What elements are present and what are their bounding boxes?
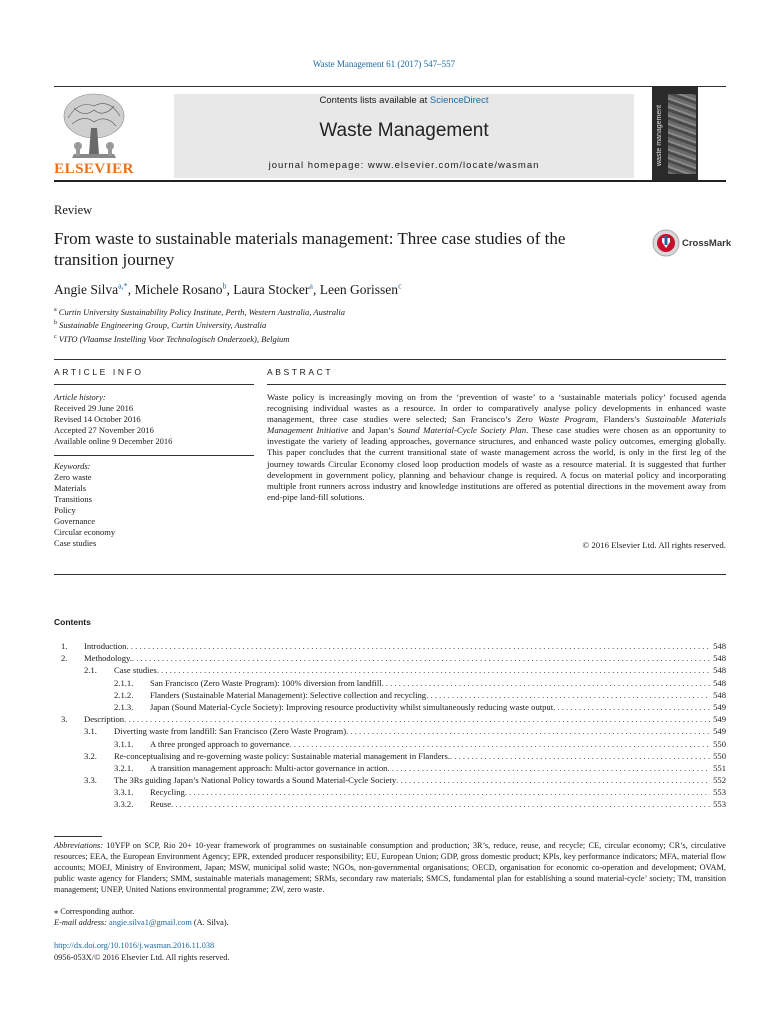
history-label: Article history: — [54, 392, 106, 402]
toc-entry-page[interactable]: 548 — [713, 689, 726, 700]
toc-entry-label[interactable]: Recycling — [150, 787, 185, 798]
toc-entry[interactable] — [54, 750, 726, 762]
toc-entry-number: 3.3. — [84, 775, 97, 786]
article-history — [54, 392, 254, 447]
author-affil-sup[interactable]: c — [398, 281, 402, 291]
cover-image — [668, 94, 696, 174]
toc-entry-page[interactable]: 550 — [713, 738, 726, 749]
toc-entry-number: 2.1.3. — [114, 701, 134, 712]
toc-entry-label[interactable]: Reuse — [150, 799, 172, 810]
keyword: Case studies — [54, 538, 97, 548]
toc-leader-dots — [396, 774, 710, 786]
toc-entry-number: 3.1. — [84, 726, 97, 737]
elsevier-logo[interactable] — [54, 88, 134, 180]
toc-entry-label[interactable]: A transition management approach: Multi-actor governance in action — [150, 762, 388, 773]
header-top-rule — [54, 86, 726, 87]
history-item: Received 29 June 2016 — [54, 403, 134, 413]
abstract-text: Waste policy is increasingly moving on from the ‘prevention of waste’ to a ‘sustainable materials policy’ focused agenda recognising individual wastes as a resource. In order to comparatively analyse policy developments in enhanced waste management, three case studies were selected; San Francisco’s Zero Waste Program, Flanders’s Sustainable Materials Management Initiative and Japan’s Sound Material-Cycle Society Plan. These case studies were chosen as an opportunity to investigate the variety of leading approaches, governance structures, and enhanced waste policy outcomes, emerging globally. This paper concludes that the current transitional state of waste management across the world, is only in the first leg of the journey towards Circular Economy closed loop production models of waste as a resource material. It is suggested that further development in government policy, planning and behaviour change is required. A focus on material policy and incorporating multiple front runners across industry and knowledge institutions are offered as potential directions in the movement away from end-pipe land-fill solutions. — [267, 392, 727, 502]
toc-entry-label[interactable]: Case studies — [114, 665, 157, 676]
toc-entry-number: 1. — [61, 641, 68, 651]
toc-entry-number: 2.1.1. — [114, 677, 134, 688]
keyword: Circular economy — [54, 527, 116, 537]
toc-entry-number: 3.2. — [84, 750, 97, 761]
table-of-contents — [54, 640, 726, 811]
author-affil-sup[interactable]: b — [222, 281, 227, 291]
toc-entry-page[interactable]: 548 — [713, 677, 726, 688]
toc-entry-page[interactable]: 551 — [713, 762, 726, 773]
toc-leader-dots — [126, 640, 710, 652]
toc-entry-label[interactable]: Diverting waste from landfill: San Francisco (Zero Waste Program) — [114, 726, 347, 737]
section-rule-top — [54, 359, 726, 360]
toc-entry-label[interactable]: Introduction — [84, 641, 127, 651]
toc-entry[interactable] — [54, 664, 726, 676]
toc-entry-number: 2. — [61, 653, 68, 664]
toc-entry-label[interactable]: Flanders (Sustainable Material Management): Selective collection and recycling — [150, 689, 427, 700]
crossmark-badge[interactable] — [652, 229, 732, 259]
toc-entry-label[interactable]: Re-conceptualising and re-governing waste policy: Sustainable material management in Flanders. — [114, 750, 451, 761]
keywords-rule — [54, 455, 254, 456]
journal-header — [54, 86, 726, 181]
citation-link[interactable]: Waste Management 61 (2017) 547–557 — [312, 59, 456, 69]
toc-entry-page[interactable]: 548 — [713, 653, 726, 664]
toc-entry[interactable] — [54, 652, 726, 664]
history-item: Accepted 27 November 2016 — [54, 425, 154, 435]
toc-leader-dots — [387, 762, 710, 774]
keywords — [54, 461, 254, 549]
elsevier-wordmark: ELSEVIER — [54, 161, 134, 177]
toc-leader-dots — [553, 701, 710, 713]
toc-entry-page[interactable]: 553 — [713, 799, 726, 810]
affiliation: $^a$ Curtin University Sustainability Policy Institute, Perth, Western Australia, Australia — [54, 306, 346, 317]
toc-entry[interactable] — [54, 725, 726, 737]
toc-entry[interactable] — [54, 640, 726, 652]
toc-entry[interactable] — [54, 689, 726, 701]
affiliation: $^c$ VITO (Vlaamse Instelling Voor Technologisch Onderzoek), Belgium — [54, 333, 290, 344]
doi-link[interactable]: http://dx.doi.org/10.1016/j.wasman.2016.11.038 — [54, 941, 215, 950]
toc-entry[interactable] — [54, 738, 726, 750]
keyword: Governance — [54, 516, 96, 526]
crossmark-label: CrossMark — [682, 238, 732, 249]
toc-entry-label[interactable]: San Francisco (Zero Waste Program): 100% diversion from landfill — [150, 677, 382, 688]
history-item: Revised 14 October 2016 — [54, 414, 141, 424]
toc-leader-dots — [426, 689, 710, 701]
toc-entry[interactable] — [54, 701, 726, 713]
keywords-label: Keywords: — [54, 461, 91, 471]
toc-leader-dots — [290, 738, 711, 750]
toc-entry-number: 3.3.1. — [114, 787, 134, 798]
keyword: Transitions — [54, 494, 92, 504]
cover-title: waste management — [656, 104, 663, 166]
email-line: E-mail address: angie.silva1@gmail.com (A. Silva). — [54, 918, 229, 927]
journal-citation[interactable] — [0, 59, 768, 69]
section-rule-bottom — [54, 574, 726, 575]
toc-entry-page[interactable]: 548 — [713, 641, 726, 651]
toc-entry-page[interactable]: 548 — [713, 665, 726, 676]
toc-entry[interactable] — [54, 786, 726, 798]
article-type: Review — [54, 203, 93, 217]
header-bottom-rule — [54, 180, 726, 182]
journal-title-box — [174, 94, 634, 178]
contents-prefix: Contents lists available at — [319, 95, 430, 106]
toc-entry[interactable] — [54, 713, 726, 725]
author-name[interactable]: Leen Gorissen — [319, 282, 399, 297]
journal-cover[interactable] — [652, 86, 698, 180]
toc-leader-dots — [171, 798, 710, 810]
abstract-heading: ABSTRACT — [267, 367, 334, 377]
author-name[interactable]: Michele Rosano — [134, 282, 223, 297]
toc-entry-page[interactable]: 550 — [713, 750, 726, 761]
author-name[interactable]: Angie Silva — [54, 282, 119, 297]
abbreviations-footnote: Abbreviations: 10YFP on SCP, Rio 20+ 10-year framework of programmes on sustainable consumption and production; 3R’s, reduce, reuse, and recycle; CE, circular economy; CR’s, circulative resources; EEA, the European Environment Agency; EPR, extended producer responsibility; EU, European Union; GDP, gross domestic product; KPIs, key performance indicators; MFA, material flow accounts; MOEJ, Ministry of Environment, Japan; MSW, municipal solid waste; NGOs, non-governmental organisations; OECD, organisation for economic co-operation and development; OVAM, public waste agency for Flanders; SMM, sustainable materials management; SRMs, secondary raw materials; SMCS, fundamental plan for establishing a sound material-cycle’ society; TM, transition management; UNEP, United Nations environmental programme; ZW, zero waste. — [54, 841, 726, 894]
contents-heading: Contents — [54, 617, 91, 627]
elsevier-tree-icon — [54, 88, 134, 166]
affiliation: $^b$ Sustainable Engineering Group, Curtin University, Australia — [54, 320, 267, 331]
toc-entry[interactable] — [54, 677, 726, 689]
toc-entry-page[interactable]: 553 — [713, 787, 726, 798]
article-title: From waste to sustainable materials management: Three case studies of the transition journey — [54, 229, 566, 269]
toc-entry-number: 3.2.1. — [114, 762, 134, 773]
toc-entry-page[interactable]: 549 — [713, 726, 726, 737]
toc-entry-page[interactable]: 549 — [713, 714, 726, 725]
toc-entry[interactable] — [54, 774, 726, 786]
journal-homepage[interactable]: journal homepage: www.elsevier.com/locate/wasman — [268, 160, 540, 171]
toc-leader-dots — [450, 750, 710, 762]
toc-entry-label[interactable]: The 3Rs guiding Japan’s National Policy towards a Sound Material-Cycle Society — [114, 775, 397, 786]
toc-entry[interactable] — [54, 798, 726, 810]
toc-leader-dots — [124, 713, 710, 725]
author-affil-sup[interactable]: a — [309, 281, 313, 291]
crossmark-icon — [652, 229, 680, 257]
toc-leader-dots — [185, 786, 710, 798]
article-info-rule — [54, 384, 254, 385]
history-item: Available online 9 December 2016 — [54, 436, 173, 446]
keyword: Zero waste — [54, 472, 92, 482]
toc-entry-label[interactable]: Description — [84, 714, 125, 725]
affiliations — [54, 305, 345, 345]
toc-entry-number: 2.1. — [84, 665, 97, 676]
toc-entry-label[interactable]: Japan (Sound Material-Cycle Society): Improving resource productivity whilst simultaneously reducing waste output — [150, 701, 554, 712]
toc-entry-number: 3.3.2. — [114, 799, 134, 810]
abstract-copyright: © 2016 Elsevier Ltd. All rights reserved. — [582, 540, 726, 550]
toc-leader-dots — [132, 652, 710, 664]
issn-line: 0956-053X/© 2016 Elsevier Ltd. All rights reserved. — [54, 953, 230, 962]
abstract-rule — [267, 384, 726, 385]
email-link[interactable]: angie.silva1@gmail.com — [109, 918, 192, 927]
author-name[interactable]: Laura Stocker — [233, 282, 310, 297]
toc-entry[interactable] — [54, 762, 726, 774]
toc-leader-dots — [157, 664, 710, 676]
toc-entry-number: 3.1.1. — [114, 738, 134, 749]
corresponding-author: ⁎ Corresponding author. — [54, 907, 135, 916]
article-info-heading: ARTICLE INFO — [54, 367, 144, 377]
toc-entry-page[interactable]: 552 — [713, 775, 726, 786]
journal-title: Waste Management — [319, 120, 489, 141]
toc-leader-dots — [346, 725, 710, 737]
toc-entry-label[interactable]: A three pronged approach to governance — [150, 738, 290, 749]
toc-entry-number: 3. — [61, 714, 68, 725]
keyword: Policy — [54, 505, 76, 515]
footnote-rule — [54, 836, 102, 837]
toc-entry-page[interactable]: 549 — [713, 701, 726, 712]
contents-lists-line — [174, 95, 634, 106]
author-affil-sup[interactable]: a,* — [118, 281, 128, 291]
toc-entry-label[interactable]: Methodology. — [84, 653, 132, 664]
toc-entry-number: 2.1.2. — [114, 689, 134, 700]
author-list: Angie Silva$^{a,*}$, Michele Rosano$^b$, Laura Stocker$^a$, Leen Gorissen$^c$ — [54, 281, 402, 297]
sciencedirect-link[interactable]: ScienceDirect — [429, 95, 489, 106]
keyword: Materials — [54, 483, 87, 493]
toc-leader-dots — [382, 677, 711, 689]
